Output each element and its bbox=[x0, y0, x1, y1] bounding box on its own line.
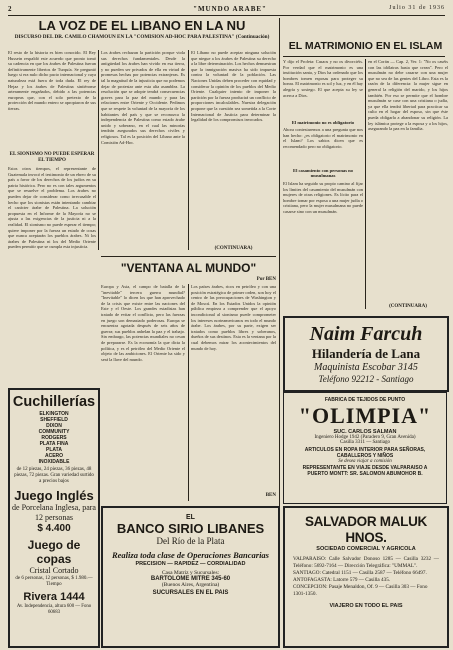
ventana-signature: BEN bbox=[265, 493, 276, 498]
cuchillerias-ad bbox=[8, 388, 100, 648]
masthead: "MUNDO ARABE" bbox=[193, 5, 267, 13]
farcuh-name: Naim Farcuh bbox=[309, 323, 423, 345]
salvador-name: SALVADOR MALUK HNOS. bbox=[304, 514, 428, 545]
column-divider bbox=[365, 59, 366, 309]
farcuh-address: Maquinista Escobar 3145 bbox=[314, 362, 418, 373]
juego-copas-title: Juego de copas bbox=[27, 538, 81, 566]
libano-headline: LA VOZ DE EL LIBANO EN LA NU bbox=[38, 18, 246, 33]
matrimonio-col2: en el Corán — Cap. 2, Ver. 1: "No os caséis con las idólatras hasta que crean". Pero el musulmán no debe casarse con una mujer que no sea de las gentes del Libro. Esta es la razón de la diferencia: la mujer sigue en general la religión del marido, y los hijos también. Por eso se permite que el hombre musulmán se case con una cristiana o judía, ya que ella tendrá libertad para practicar su culto en el hogar del esposo, sin que éste pueda obligarla a abandonar su religión. La ley islámica protege a la esposa y a los hijos, asegurando la paz en la familia. bbox=[368, 59, 450, 132]
cuchillerias-title: Cuchillerías bbox=[12, 394, 96, 410]
banco-line1: EL bbox=[186, 514, 195, 521]
matrimonio-col1-a: Y dijo el Profeta: Casaos y no os divorciéis. Por verdad que el matrimonio es una institución santa, y Dios ha ordenado que los hombres tomen esposas para proteger su honra. El matrimonio es sol y luz, y en él hay alegría y sosiego. El que acepta su ley se acerca a Dios. bbox=[283, 59, 365, 98]
store-address: Av. Independencia, altura 600 — Fono 60683 bbox=[16, 604, 92, 615]
banco-slogan: Realiza toda clase de Operaciones Bancarias bbox=[111, 550, 269, 560]
cuchillerias-brands: ELKINGTON SHEFFIELD DIXON COMMUNITY RODGERS PLATA FINA PLATA ACERO INOXIDABLE bbox=[38, 411, 70, 465]
libano-col3: El Líbano no puede aceptar ninguna solución que niegue a los árabes de Palestina su derecho a la libre determinación. Los hechos demuestran que la inmigración masiva ha sido impuesta contra la voluntad de la población. Las Naciones Unidas deben proceder con equidad y considerar la opinión de los pueblos del Medio Oriente. Cualquier intento de imponer la partición por la fuerza producirá un conflicto de proporciones incalculables. Nuestra delegación propone que la cuestión sea sometida a la Corte Internacional de Justicia para determinar la legalidad de los compromisos invocados. bbox=[191, 50, 278, 123]
ventana-col2: Los países árabes, ricos en petróleo y con una posición estratégica de primer orden, son hoy el centro de las preocupaciones de Washington y de Moscú. En los Estados Unidos la opinión pública empieza a comprender que el apoyo incondicional al sionismo puede comprometer los intereses norteamericanos en todo el mundo árabe. Los árabes, por su parte, exigen ser tratados como pueblos libres y soberanos, dueños de sus destinos. Esta es la ventana por la cual debemos mirar los acontecimientos del mundo de hoy. bbox=[191, 284, 278, 351]
olimpia-ad bbox=[283, 392, 447, 504]
olimpia-top: FABRICA DE TEJIDOS DE PUNTO bbox=[324, 397, 406, 403]
matrimonio-col1-b: Ahora contestaremos a una pregunta que nos han hecho: ¿es obligatorio el matrimonio en el Islam? Los sabios dicen que es recomendado pero no obligatorio. bbox=[283, 127, 365, 149]
banco-sub: Del Río de la Plata bbox=[156, 536, 225, 546]
issue-date: Julio 31 de 1936 bbox=[389, 5, 445, 11]
banco-branches: SUCURSALES EN EL PAIS bbox=[152, 590, 229, 596]
banco-ad bbox=[101, 506, 280, 648]
banco-address: BARTOLOME MITRE 345-60 bbox=[150, 576, 231, 582]
olimpia-owner: SUC. CARLOS SALMAN bbox=[333, 429, 397, 435]
juego-copas-sub: Cristal Cortado bbox=[29, 566, 79, 575]
olimpia-address: Ingeniero Hodge 1942 (Paradero 9, Gran Avenida) bbox=[314, 435, 416, 440]
ventana-col1: Europa y Asia, el campo de batalla de la "inevitable" tercera guerra mundial? "Inevitable" lo dicen los que han aprovechado de la crisis que existe entre las naciones del Este y el Oeste. Los grandes estadistas han tratado de evitar el conflicto, pero las fuerzas en juego son demasiado poderosas. Europa se encuentra agotada después de seis años de guerra; sus pueblos anhelan la paz y el trabajo. Sin embargo, las potencias mundiales no cesan de prepararse. Es la economía la que dicta la política, y es el petróleo del Medio Oriente el objeto de las ambiciones. El Oriente ha sido y será la llave del mundo. bbox=[101, 284, 187, 362]
libano-continued: (CONTINUARA) bbox=[214, 246, 253, 251]
libano-col1-subhead: EL SIONISMO NO PUEDE ESPERAR EL TIEMPO bbox=[9, 152, 95, 163]
farcuh-phone: Teléfono 92212 - Santiago bbox=[318, 374, 414, 384]
column-divider bbox=[188, 50, 189, 250]
salvador-antofagasta: ANTOFAGASTA: Latorre 579 — Casilla 435. bbox=[293, 577, 391, 583]
ventana-rule bbox=[101, 256, 276, 257]
juego-copas-line: de 6 personas, 12 personas, $ 1.980.— Tiempo bbox=[15, 576, 93, 587]
store-name: Rivera 1444 bbox=[23, 591, 85, 603]
header-rule bbox=[8, 15, 445, 16]
salvador-ad bbox=[283, 506, 449, 648]
matrimonio-col1-c: El Islam ha seguido su propio camino al fijar los límites del casamiento del musulmán con mujeres de otras religiones. Es lícito para el hombre tomar por esposa a una mujer judía o cristiana, pero la mujer musulmana no puede casarse sino con un musulmán. bbox=[283, 181, 365, 214]
matrimonio-subhead-1: El matrimonio no es obligatorio bbox=[291, 120, 355, 125]
olimpia-viajero: Se desea viajar a comisión bbox=[338, 459, 392, 464]
libano-subheadline: DISCURSO DEL DR. CAMILO CHAMOUN EN LA "COMISION AD-HOC PARA PALESTINA" (Continuación) bbox=[14, 34, 270, 40]
page-number: 2 bbox=[8, 5, 13, 13]
juego-ingles-sub: de Porcelana Inglesa, para 12 personas bbox=[12, 503, 96, 522]
juego-ingles-price: $ 4.400 bbox=[37, 523, 71, 534]
banco-casa: Casa Matriz y Sucursales: bbox=[161, 570, 220, 576]
olimpia-representative: REPRESENTANTE EN VIAJE DESDE VALPARAISO A PUERTO MONTT: SR. SALOMON ABUMOHOR B. bbox=[302, 465, 428, 477]
banco-title: BANCO SIRIO LIBANES bbox=[116, 521, 265, 536]
salvador-footer: VIAJERO EN TODO EL PAIS bbox=[329, 603, 403, 609]
cuchillerias-line: de 12 piezas, 24 piezas, 36 piezas, 48 piezas, 72 piezas. Gran variedad surtido a precios bajos bbox=[14, 467, 94, 484]
farcuh-ad bbox=[283, 316, 449, 392]
juego-ingles-title: Juego Inglés bbox=[14, 488, 94, 503]
salvador-valparaiso: VALPARAISO: Calle Salvador Donoso 1285 — Casilla 3232 — Teléfono: 5692-7164 — Dirección Telegráfica: "UMMAL". bbox=[293, 556, 439, 569]
matrimonio-rule bbox=[283, 56, 445, 57]
banco-city: (Buenos Aires, Argentina) bbox=[161, 582, 220, 588]
salvador-sub: SOCIEDAD COMERCIAL Y AGRICOLA bbox=[316, 546, 416, 552]
column-divider bbox=[188, 284, 189, 501]
libano-col2: Los árabes rechazan la partición porque viola sus derechos fundamentales. Desde la antigüedad los árabes han vivido en esa tierra, y no pueden ser privados de ella en virtud de promesas hechas por potencias extranjeras. Es tal la magnitud de la injusticia que no podemos dejar de protestar ante esta alta asamblea. La resolución que se adopte tendrá consecuencias graves para la paz del mundo y para las relaciones entre Oriente y Occidente. Pedimos que se respete la voluntad de la mayoría de los habitantes del país y que se reconozca la independencia de Palestina como estado árabe unido y soberano, en el cual las minorías tendrán asegurados sus derechos civiles y religiosos. Tal es la posición del Líbano ante la Comisión Ad-Hoc. bbox=[101, 50, 187, 145]
farcuh-business: Hilandería de Lana bbox=[311, 346, 421, 361]
banco-service: PRECISION — RAPIDEZ — CORDIALIDAD bbox=[135, 561, 246, 567]
matrimonio-headline: EL MATRIMONIO EN EL ISLAM bbox=[288, 40, 443, 52]
olimpia-casilla: Casilla 3311 — Santiago bbox=[340, 440, 390, 445]
olimpia-products: ARTICULOS EN ROPA INTERIOR PARA SEÑORAS, CABALLEROS Y NIÑOS bbox=[304, 447, 426, 459]
ventana-headline: "VENTANA AL MUNDO" bbox=[120, 261, 257, 275]
libano-col1-bottom: Estos otros tiempos, el representante de Guatemala invocó el testimonio de un ebreo de su país a favor de los derechos de los judíos en su patria histórica. Pero no es con tales argumentos que se resuelve el problema. Los árabes no pueden dejar de considerar como irrecusable el hecho que los sionistas están intentando cambiar el carácter árabe de Palestina. La solución propuesta en el Informe de la Mayoría no se ajusta a las exigencias de la justicia ni a la realidad. El sionismo no puede esperar el tiempo; quiere imponer por la fuerza un estado de cosas que nunca aceptarán los pueblos árabes. Ni los árabes de Palestina ni los del Medio Oriente pueden permitir que se cumpla esta injusticia. bbox=[8, 166, 98, 250]
column-divider bbox=[98, 50, 99, 250]
salvador-santiago: SANTIAGO: Catedral 1151 — Casilla 2587 — Teléfono 66497. bbox=[293, 570, 427, 576]
salvador-concepcion: CONCEPCION: Pasaje Menaldon, Of. 9 — Casilla 303 — Fono 1301-1350. bbox=[293, 584, 428, 597]
ventana-byline: Por BEN bbox=[256, 277, 276, 282]
libano-col1-top: El resto de la historia es bien conocido. El Rey Hussein respaldó este acuerdo que pronto tomó su cadencia en que los árabes de Palestina fueran definitivamente libertos de Turquía. Se preguntó luego si era nulo dicho pacto internacional y cuya naturaleza está fuera de toda duda. El rey de Hejaz y los árabes de Palestina sintiéronse arteramente engañados, debido a las potencias europeas que, con el solo pretexto de la protección del mundo entero se apropiaron de sus tierras. bbox=[8, 50, 98, 111]
matrimonio-continued: (CONTINUARA) bbox=[389, 304, 427, 309]
matrimonio-subhead-2: El casamiento con personas no musulmanas bbox=[293, 168, 353, 178]
olimpia-name: "OLIMPIA" bbox=[298, 403, 432, 428]
